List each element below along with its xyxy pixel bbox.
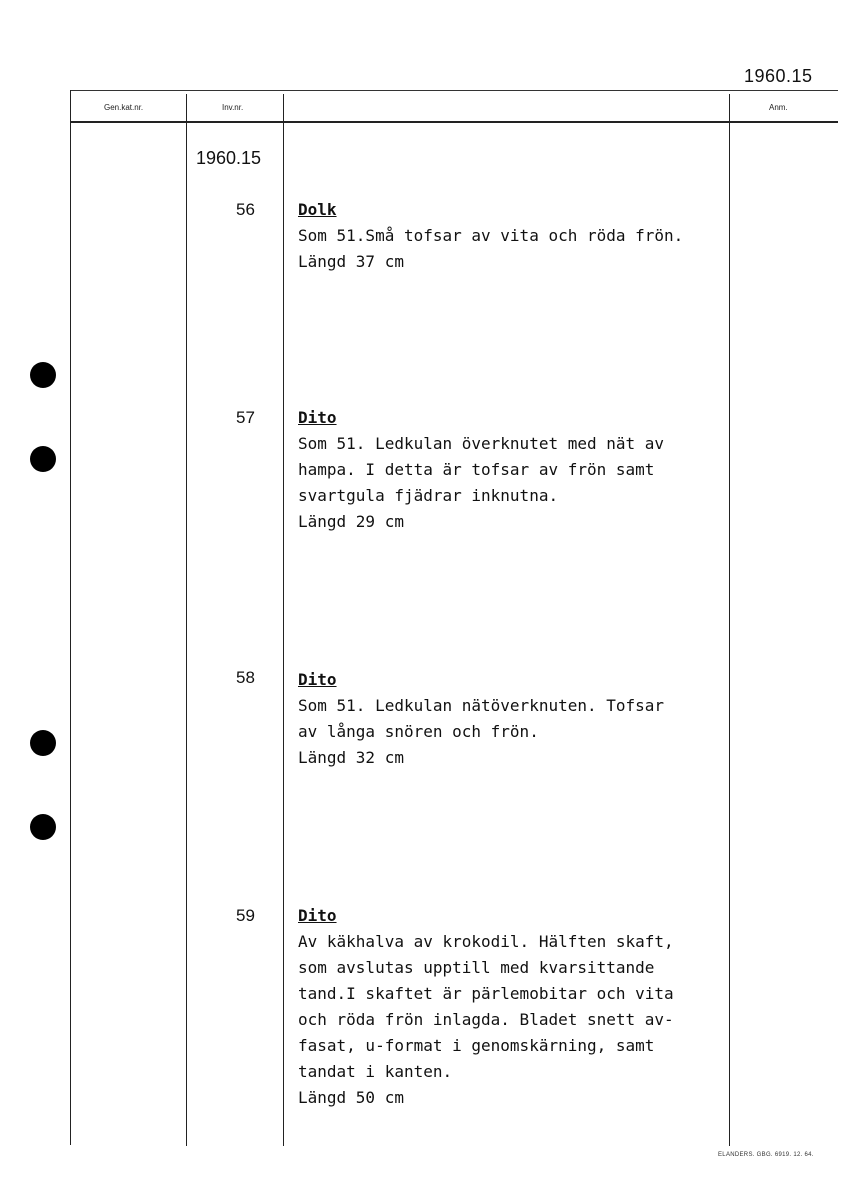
inv-column-divider — [283, 94, 284, 1146]
punch-hole — [30, 730, 56, 756]
entry-line: tand.I skaftet är pärlemobitar och vita — [298, 984, 674, 1003]
entry-title: Dito — [298, 408, 337, 427]
entry-title: Dolk — [298, 200, 337, 219]
entry-line: svartgula fjädrar inknutna. — [298, 486, 559, 505]
entry-line: Som 51.Små tofsar av vita och röda frön. — [298, 226, 684, 245]
entry-line: Längd 50 cm — [298, 1088, 404, 1107]
entry-line: Längd 32 cm — [298, 748, 404, 767]
inventory-heading: 1960.15 — [196, 148, 262, 168]
entry-description — [298, 667, 728, 771]
entry-description — [298, 903, 728, 1111]
entry-line: Av käkhalva av krokodil. Hälften skaft, — [298, 932, 674, 951]
entry-number: 56 — [236, 200, 255, 219]
entry-number: 57 — [236, 408, 255, 427]
entry-line: Längd 37 cm — [298, 252, 404, 271]
entry-line: Som 51. Ledkulan överknutet med nät av — [298, 434, 665, 453]
inv-label: Inv.nr. — [222, 103, 244, 112]
entry-line: tandat i kanten. — [298, 1062, 453, 1081]
header-top-rule — [70, 90, 838, 91]
entry-title: Dito — [298, 670, 337, 689]
card-number: 1960.15 — [744, 66, 813, 86]
entry-line: Längd 29 cm — [298, 512, 404, 531]
left-border-line — [70, 90, 71, 1145]
entry-line: som avslutas upptill med kvarsittande — [298, 958, 655, 977]
gen-kat-column-divider — [186, 94, 187, 1146]
entry-line: fasat, u-format i genomskärning, samt — [298, 1036, 655, 1055]
entry-line: av långa snören och frön. — [298, 722, 539, 741]
entry-description — [298, 197, 728, 275]
entry-line: och röda frön inlagda. Bladet snett av- — [298, 1010, 674, 1029]
gen-kat-label: Gen.kat.nr. — [104, 103, 144, 112]
entry-title: Dito — [298, 906, 337, 925]
punch-hole — [30, 362, 56, 388]
anm-column-divider — [729, 94, 730, 1146]
entry-line: hampa. I detta är tofsar av frön samt — [298, 460, 655, 479]
entry-number: 58 — [236, 668, 255, 687]
entry-number: 59 — [236, 906, 255, 925]
printer-footer: ELANDERS. GBG. 6919. 12. 64. — [718, 1152, 814, 1158]
punch-hole — [30, 446, 56, 472]
punch-hole — [30, 814, 56, 840]
anm-label: Anm. — [769, 103, 788, 112]
entry-line: Som 51. Ledkulan nätöverknuten. Tofsar — [298, 696, 665, 715]
entry-description — [298, 405, 728, 535]
